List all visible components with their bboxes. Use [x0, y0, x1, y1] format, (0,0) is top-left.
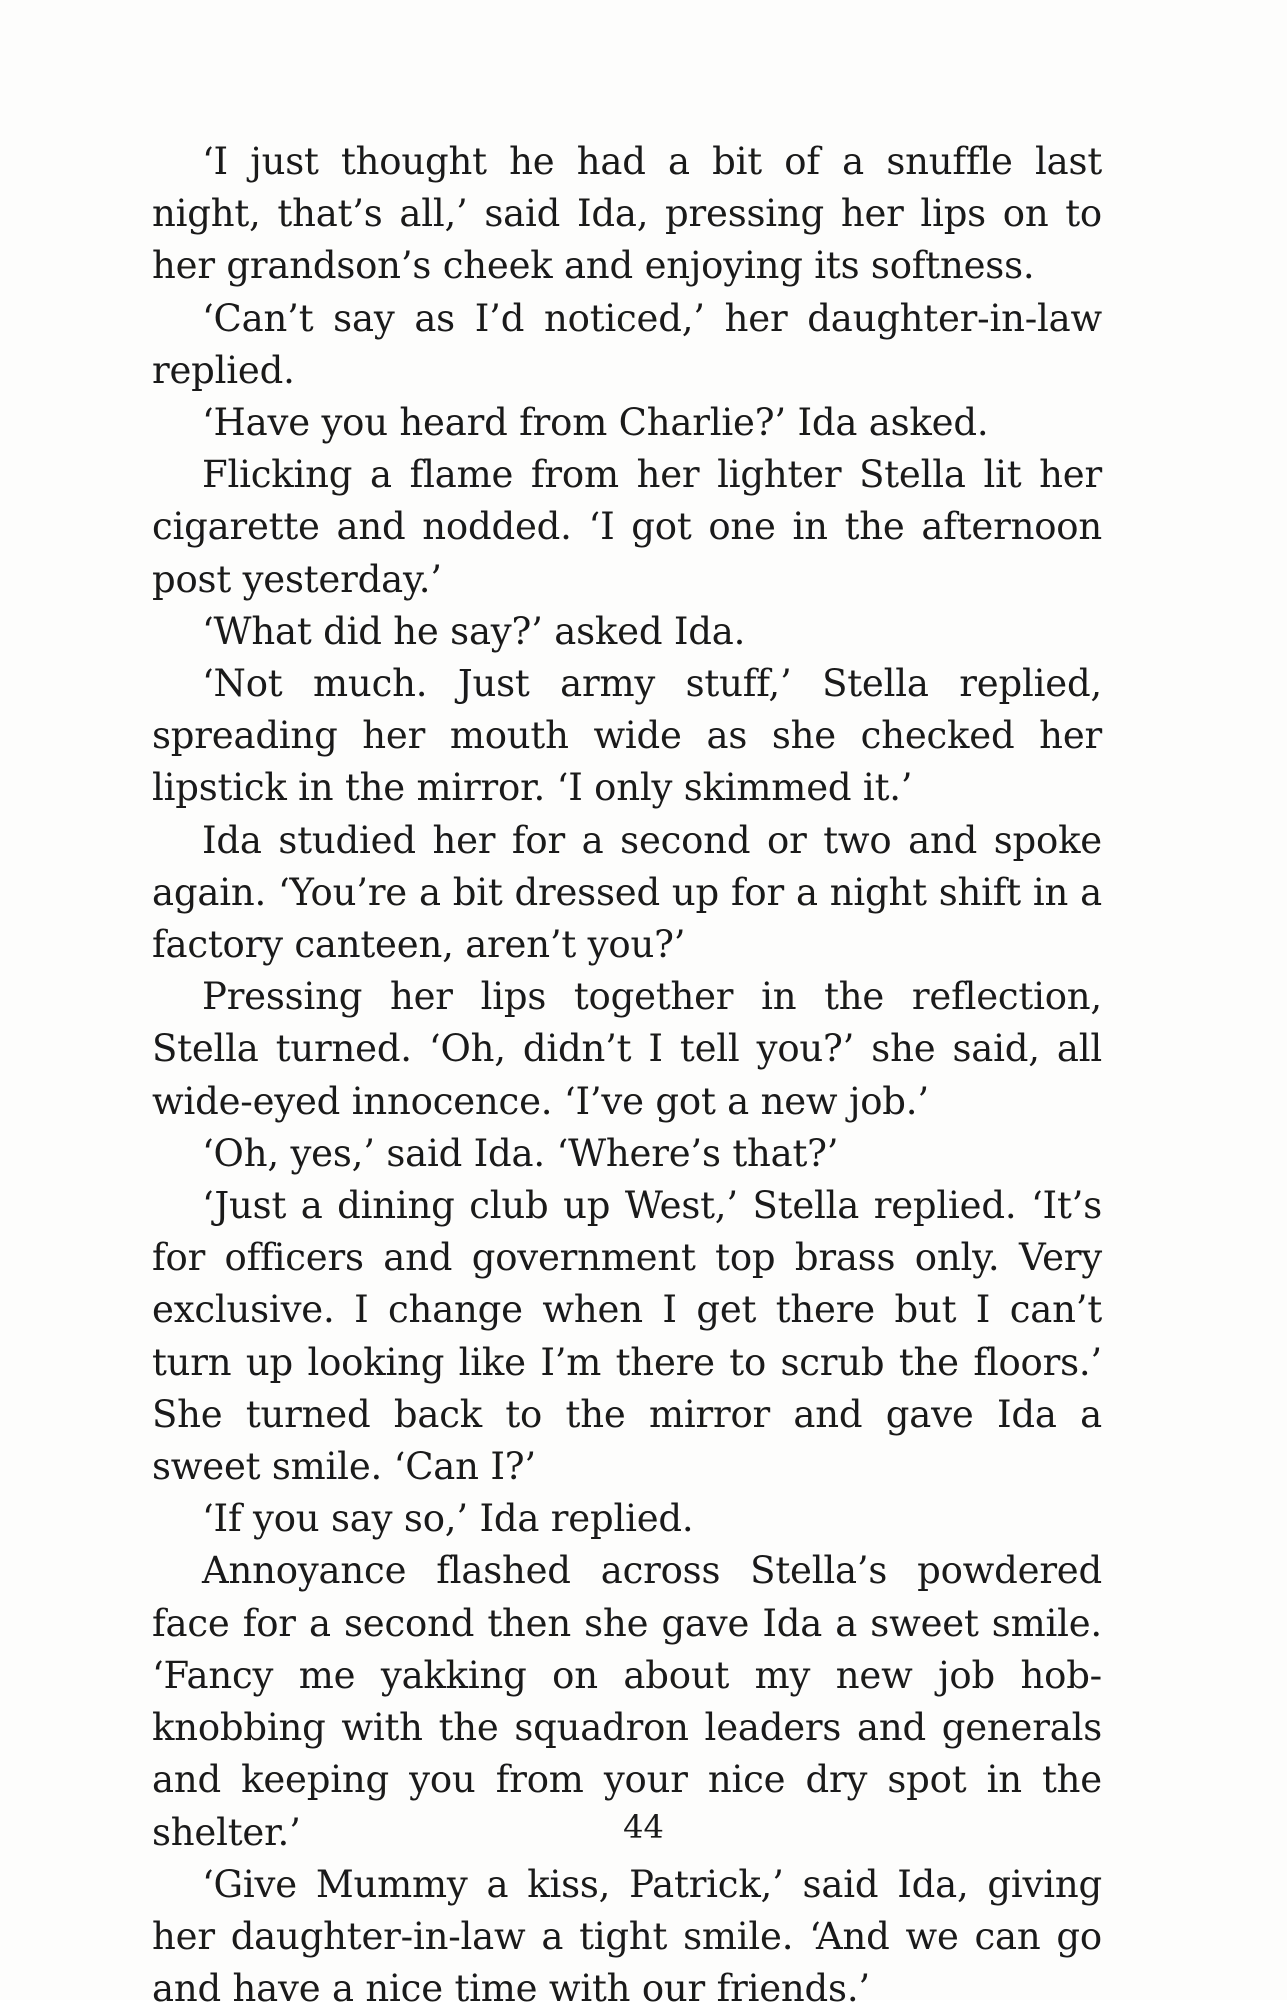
page-number: 44 [623, 1808, 664, 1846]
paragraph: ‘If you say so,’ Ida replied. [202, 1497, 694, 1541]
paragraph: ‘What did he say?’ asked Ida. [202, 609, 746, 653]
paragraph: Annoyance flashed across Stella’s powdered face for a second then she gave Ida a sweet smile. ‘Fancy me yakking on about my new job hob-knobbing with the squadron leaders and generals and keeping you from your nice dry spot in the shelter.’ [152, 1549, 1102, 1854]
paragraph: ‘Give Mummy a kiss, Patrick,’ said Ida, giving her daughter-in-law a tight smile. ‘And we can go and have a nice time with our friends.’ [152, 1862, 1102, 2011]
paragraph: ‘Oh, yes,’ said Ida. ‘Where’s that?’ [202, 1131, 839, 1175]
paragraph: Ida studied her for a second or two and spoke again. ‘You’re a bit dressed up for a night shift in a factory canteen, aren’t you?’ [152, 818, 1102, 967]
body-text [152, 136, 1102, 2015]
paragraph: ‘Not much. Just army stuff,’ Stella replied, spreading her mouth wide as she checked her lipstick in the mirror. ‘I only skimmed it.’ [152, 662, 1102, 810]
paragraph: Flicking a flame from her lighter Stella lit her cigarette and nodded. ‘I got one in the afternoon post yesterday.’ [152, 453, 1102, 601]
paragraph: ‘Have you heard from Charlie?’ Ida asked. [202, 401, 989, 445]
paragraph: Pressing her lips together in the reflection, Stella turned. ‘Oh, didn’t I tell you?’ she said, all wide-eyed innocence. ‘I’ve got a new job.’ [152, 975, 1102, 1123]
paragraph: ‘Can’t say as I’d noticed,’ her daughter-in-law replied. [152, 296, 1102, 392]
paragraph: ‘Just a dining club up West,’ Stella replied. ‘It’s for officers and government top brass only. Very exclusive. I change when I get there but I can’t turn up looking like I’m there to scrub the floors.’ She turned back to the mirror and gave Ida a sweet smile. ‘Can I?’ [152, 1184, 1102, 1489]
paragraph: ‘I just thought he had a bit of a snuffle last night, that’s all,’ said Ida, pressing her lips on to her grandson’s cheek and enjoying its softness. [152, 140, 1102, 288]
